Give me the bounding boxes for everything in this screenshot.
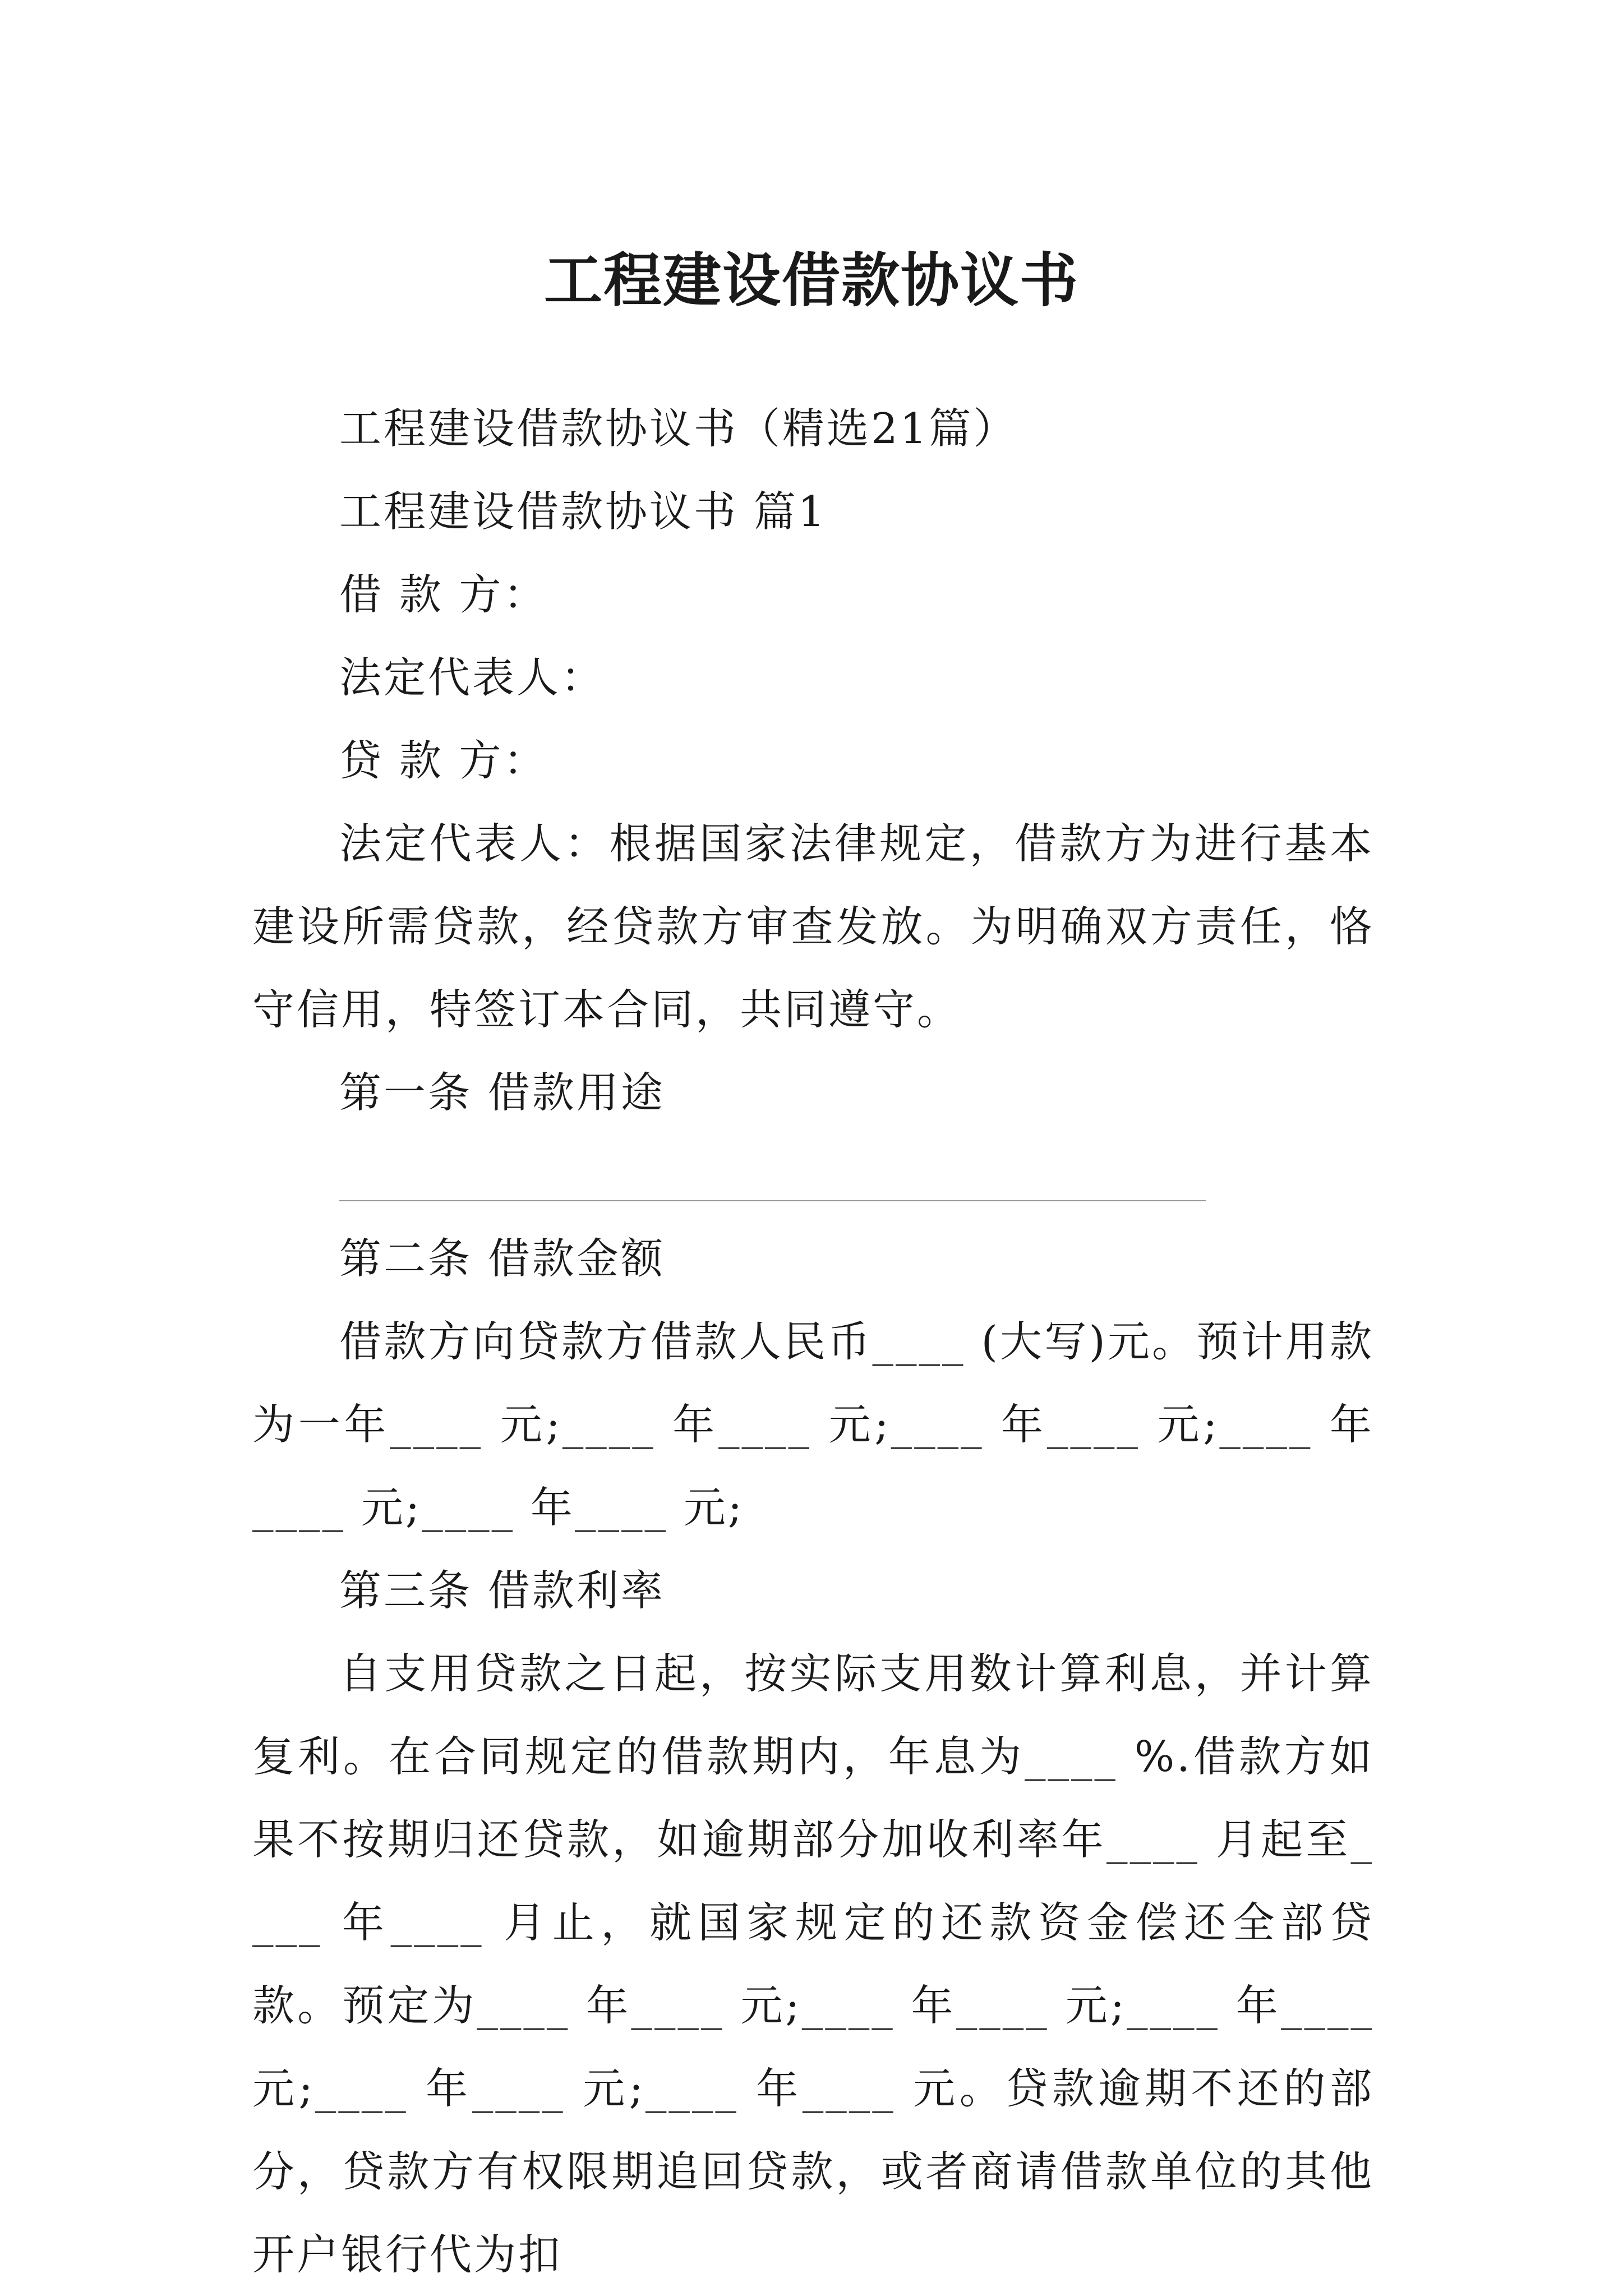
- article-1-blank-line: [252, 1134, 1374, 1217]
- collection-heading: 工程建设借款协议书（精选21篇）: [339, 404, 1018, 453]
- document-body: [252, 387, 1374, 2296]
- article-2-paragraph: 借款方向贷款方借款人民币____ (大写)元。预计用款为一年____ 元;____ 年____ 元;____ 年____ 元;____ 年____ 元;____ 年____ 元;: [252, 1317, 1374, 1532]
- lender-label: 贷 款 方：: [339, 736, 548, 785]
- article-1-heading: 第一条 借款用途: [339, 1068, 665, 1117]
- article-3-paragraph: 自支用贷款之日起，按实际支用数计算利息，并计算复利。在合同规定的借款期内，年息为____ %.借款方如果不按期归还贷款，如逾期部分加收利率年____ 月起至____ 年____ 月止，就国家规定的还款资金偿还全部贷款。预定为____ 年____ 元;____ 年____ 元;____ 年____ 元;____ 年____ 元;____ 年____ 元。贷款逾期不还的部分，贷款方有权限期追回贷款，或者商请借款单位的其他开户银行代为扣: [252, 1649, 1374, 2279]
- borrower-label: 借 款 方：: [339, 570, 548, 619]
- document-title: 工程建设借款协议书: [543, 245, 1079, 315]
- article-2-heading: 第二条 借款金额: [339, 1234, 665, 1283]
- fill-in-underline: [339, 1200, 1206, 1201]
- borrower-representative-label: 法定代表人：: [339, 653, 606, 702]
- article-3-heading: 第三条 借款利率: [339, 1566, 665, 1615]
- preamble-paragraph: 法定代表人：根据国家法律规定，借款方为进行基本建设所需贷款，经贷款方审查发放。为明确双方责任，恪守信用，特签订本合同，共同遵守。: [252, 819, 1374, 1034]
- section-heading: 工程建设借款协议书 篇1: [339, 487, 827, 536]
